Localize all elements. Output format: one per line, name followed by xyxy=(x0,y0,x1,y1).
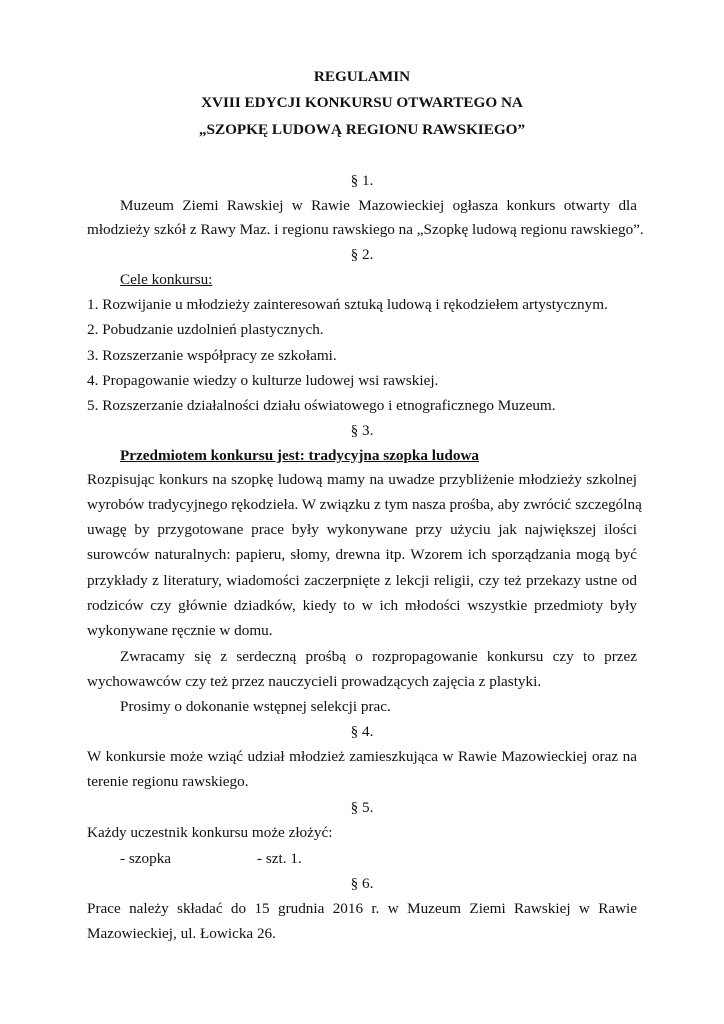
section-3-para-2-line: wychowawców czy też przez nauczycieli prowadzących zajęcia z plastyki. xyxy=(87,673,542,690)
goal-item-5: 5. Rozszerzanie działalności działu oświatowego i etnograficznego Muzeum. xyxy=(87,397,556,414)
entry-item-name: - szopka xyxy=(120,850,172,867)
section-6-line-2: Mazowieckiej, ul. Łowicka 26. xyxy=(87,925,276,942)
section-2-heading: § 2. xyxy=(350,246,374,263)
section-1-heading: § 1. xyxy=(350,172,374,189)
title-line-3: „SZOPKĘ LUDOWĄ REGIONU RAWSKIEGO” xyxy=(198,121,526,138)
section-3-para-1-line: Rozpisując konkurs na szopkę ludową mamy na uwadze przybliżenie młodzieży szkolnej xyxy=(87,471,637,488)
goals-label: Cele konkursu: xyxy=(120,271,213,288)
section-6-line-1: Prace należy składać do 15 grudnia 2016 r. w Muzeum Ziemi Rawskiej w Rawie xyxy=(87,900,637,917)
section-3-heading: § 3. xyxy=(350,422,374,439)
section-1-line-1: Muzeum Ziemi Rawskiej w Rawie Mazowieckiej ogłasza konkurs otwarty dla xyxy=(120,197,637,214)
goal-item-1: 1. Rozwijanie u młodzieży zainteresowań sztuką ludową i rękodziełem artystycznym. xyxy=(87,296,608,313)
section-4-heading: § 4. xyxy=(350,723,374,740)
section-3-para-3: Prosimy o dokonanie wstępnej selekcji prac. xyxy=(120,698,391,715)
title-line-1: REGULAMIN xyxy=(313,68,411,85)
section-3-para-1-line: surowców naturalnych: papieru, słomy, drewna itp. Wzorem ich sporządzania mogą być xyxy=(87,546,637,563)
contest-subject: Przedmiotem konkursu jest: tradycyjna szopka ludowa xyxy=(120,447,480,464)
section-6-heading: § 6. xyxy=(350,875,374,892)
section-4-line-2: terenie regionu rawskiego. xyxy=(87,773,249,790)
section-3-para-1-line: uwagę by przygotowane prace były wykonywane przy użyciu jak największej ilości xyxy=(87,521,637,538)
goal-item-4: 4. Propagowanie wiedzy o kulturze ludowej wsi rawskiej. xyxy=(87,372,439,389)
entry-item-quantity: - szt. 1. xyxy=(257,850,302,867)
goal-item-3: 3. Rozszerzanie współpracy ze szkołami. xyxy=(87,347,337,364)
section-4-line-1: W konkursie może wziąć udział młodzież zamieszkująca w Rawie Mazowieckiej oraz na xyxy=(87,748,637,765)
section-3-para-1-line: wyrobów tradycyjnego rękodzieła. W związku z tym nasza prośba, aby zwrócić szczególną xyxy=(87,496,642,513)
goal-item-2: 2. Pobudzanie uzdolnień plastycznych. xyxy=(87,321,324,338)
section-5-intro: Każdy uczestnik konkursu może złożyć: xyxy=(87,824,333,841)
section-3-para-1-line: rodziców czy głównie dziadków, kiedy to w ich młodości wszystkie przedmioty były xyxy=(87,597,637,614)
title-line-2: XVIII EDYCJI KONKURSU OTWARTEGO NA xyxy=(201,94,523,111)
section-1-line-2: młodzieży szkół z Rawy Maz. i regionu rawskiego na „Szopkę ludową regionu rawskiego”. xyxy=(87,221,644,238)
section-3-para-1-line: przykłady z literatury, wiadomości zaczerpnięte z lekcji religii, czy też przekazy ustne od xyxy=(87,572,637,589)
section-5-heading: § 5. xyxy=(350,799,374,816)
section-3-para-1-line: wykonywane ręcznie w domu. xyxy=(87,622,273,639)
section-3-para-2-line: Zwracamy się z serdeczną prośbą o rozpropagowanie konkursu czy to przez xyxy=(120,648,637,665)
